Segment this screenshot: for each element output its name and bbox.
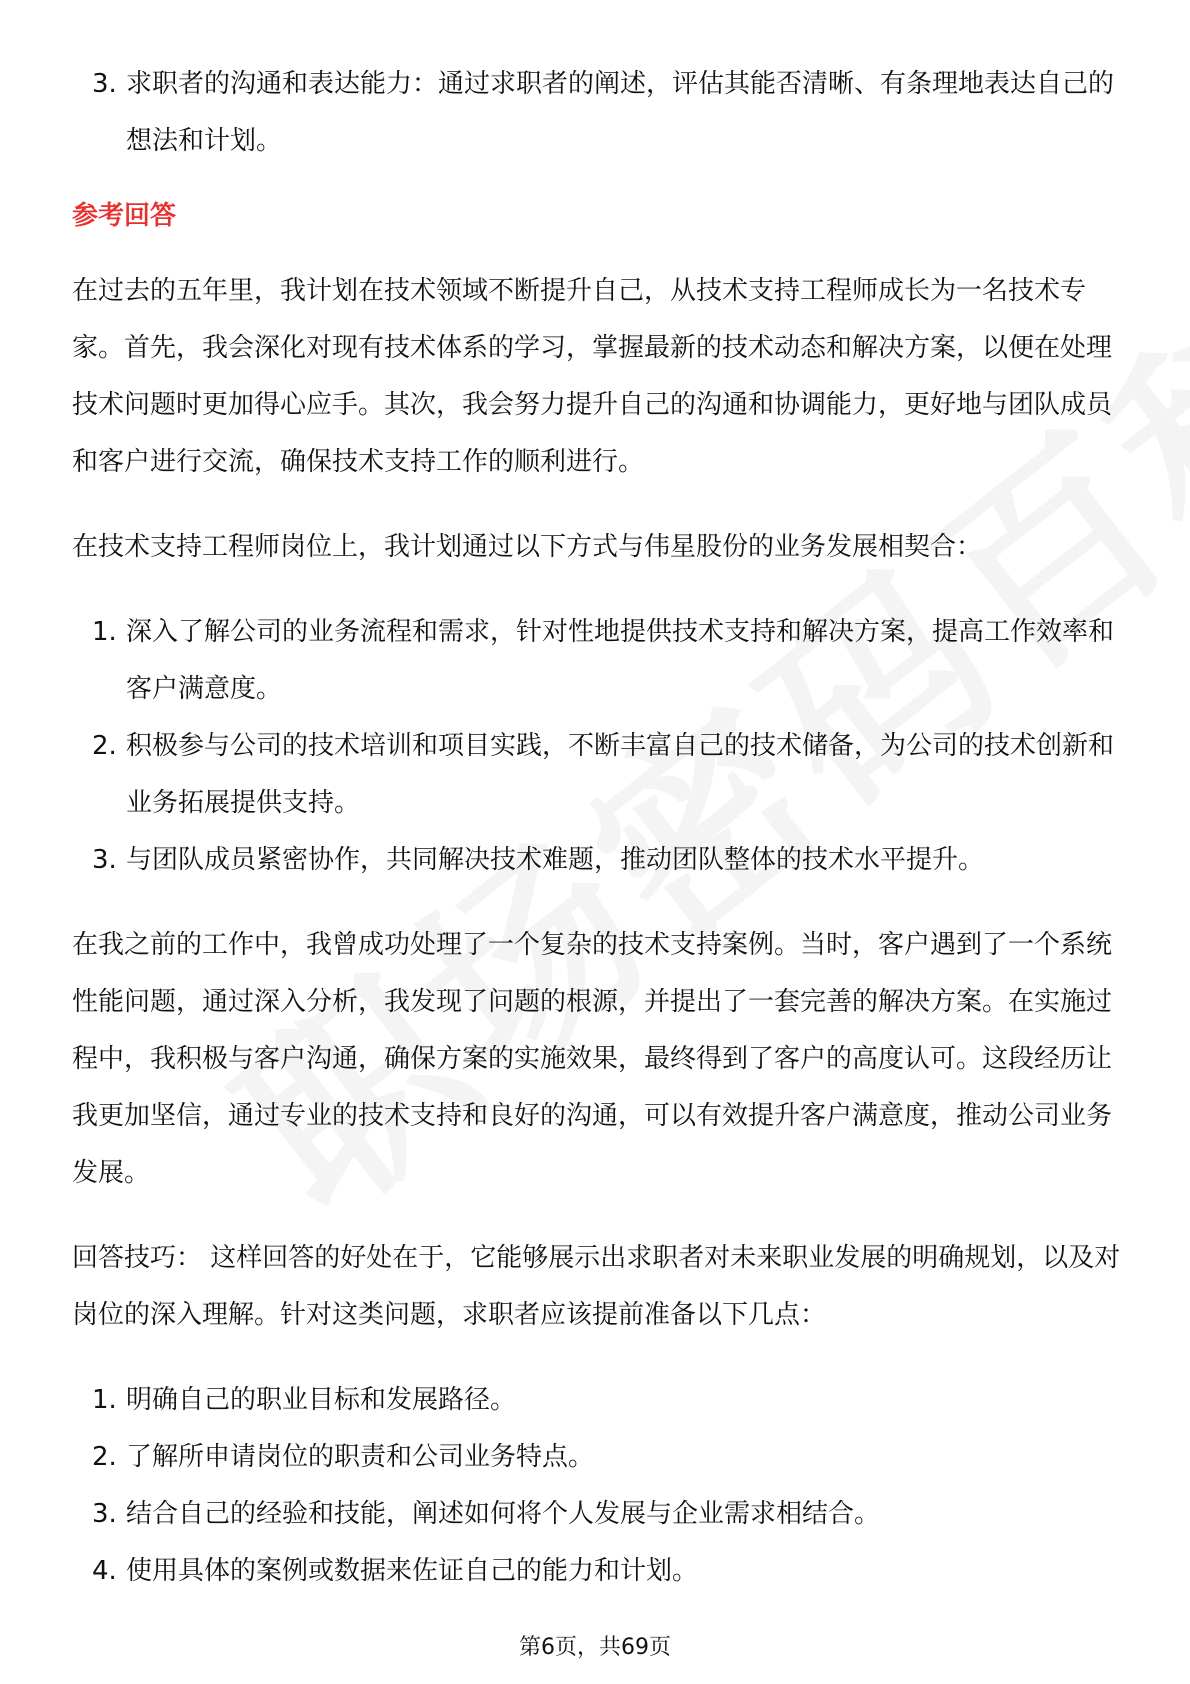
evaluation-criteria-list [72,56,1122,170]
list-number: 2. [92,1442,117,1472]
list-item-text: 求职者的沟通和表达能力：通过求职者的阐述，评估其能否清晰、有条理地表达自己的想法和计划。 [126,69,1115,156]
paragraph-five-year-plan: 在过去的五年里，我计划在技术领域不断提升自己，从技术支持工程师成长为一名技术专家。首先，我会深化对现有技术体系的学习，掌握最新的技术动态和解决方案，以便在处理技术问题时更加得心应手。其次，我会努力提升自己的沟通和协调能力，更好地与团队成员和客户进行交流，确保技术支持工作的顺利进行。 [72,276,1113,477]
page-footer: 第6页，共69页 [519,1635,671,1660]
page-content [72,56,1122,1600]
list-item [72,604,1122,718]
list-item-text: 明确自己的职业目标和发展路径。 [126,1385,517,1415]
list-item-text: 深入了解公司的业务流程和需求，针对性地提供技术支持和解决方案，提高工作效率和客户满意度。 [126,617,1115,704]
alignment-plan-list [72,604,1122,889]
preparation-tips-list [72,1372,1122,1600]
list-item [72,832,1122,889]
list-item [72,1372,1122,1429]
list-item [72,1429,1122,1486]
list-item [72,56,1122,170]
list-item-text: 积极参与公司的技术培训和项目实践，不断丰富自己的技术储备，为公司的技术创新和业务拓展提供支持。 [126,731,1115,818]
list-number: 3. [92,845,117,875]
list-item [72,1486,1122,1543]
list-item-text: 了解所申请岗位的职责和公司业务特点。 [126,1442,595,1472]
paragraph-answer-tips: 回答技巧： 这样回答的好处在于，它能够展示出求职者对未来职业发展的明确规划，以及对岗位的深入理解。针对这类问题，求职者应该提前准备以下几点： [72,1243,1121,1330]
list-number: 3. [92,69,117,99]
list-item-text: 使用具体的案例或数据来佐证自己的能力和计划。 [126,1556,699,1586]
list-number: 4. [92,1556,117,1586]
reference-answer-heading: 参考回答 [72,201,177,231]
paragraph-past-case: 在我之前的工作中，我曾成功处理了一个复杂的技术支持案例。当时，客户遇到了一个系统性能问题，通过深入分析，我发现了问题的根源，并提出了一套完善的解决方案。在实施过程中，我积极与客户沟通，确保方案的实施效果，最终得到了客户的高度认可。这段经历让我更加坚信，通过专业的技术支持和良好的沟通，可以有效提升客户满意度，推动公司业务发展。 [72,930,1113,1188]
list-item [72,718,1122,832]
list-item [72,1543,1122,1600]
list-number: 2. [92,731,117,761]
paragraph-alignment-intro: 在技术支持工程师岗位上，我计划通过以下方式与伟星股份的业务发展相契合： [72,532,983,562]
list-item-text: 与团队成员紧密协作，共同解决技术难题，推动团队整体的技术水平提升。 [126,845,985,875]
list-number: 3. [92,1499,117,1529]
list-number: 1. [92,1385,117,1415]
list-item-text: 结合自己的经验和技能，阐述如何将个人发展与企业需求相结合。 [126,1499,881,1529]
list-number: 1. [92,617,117,647]
